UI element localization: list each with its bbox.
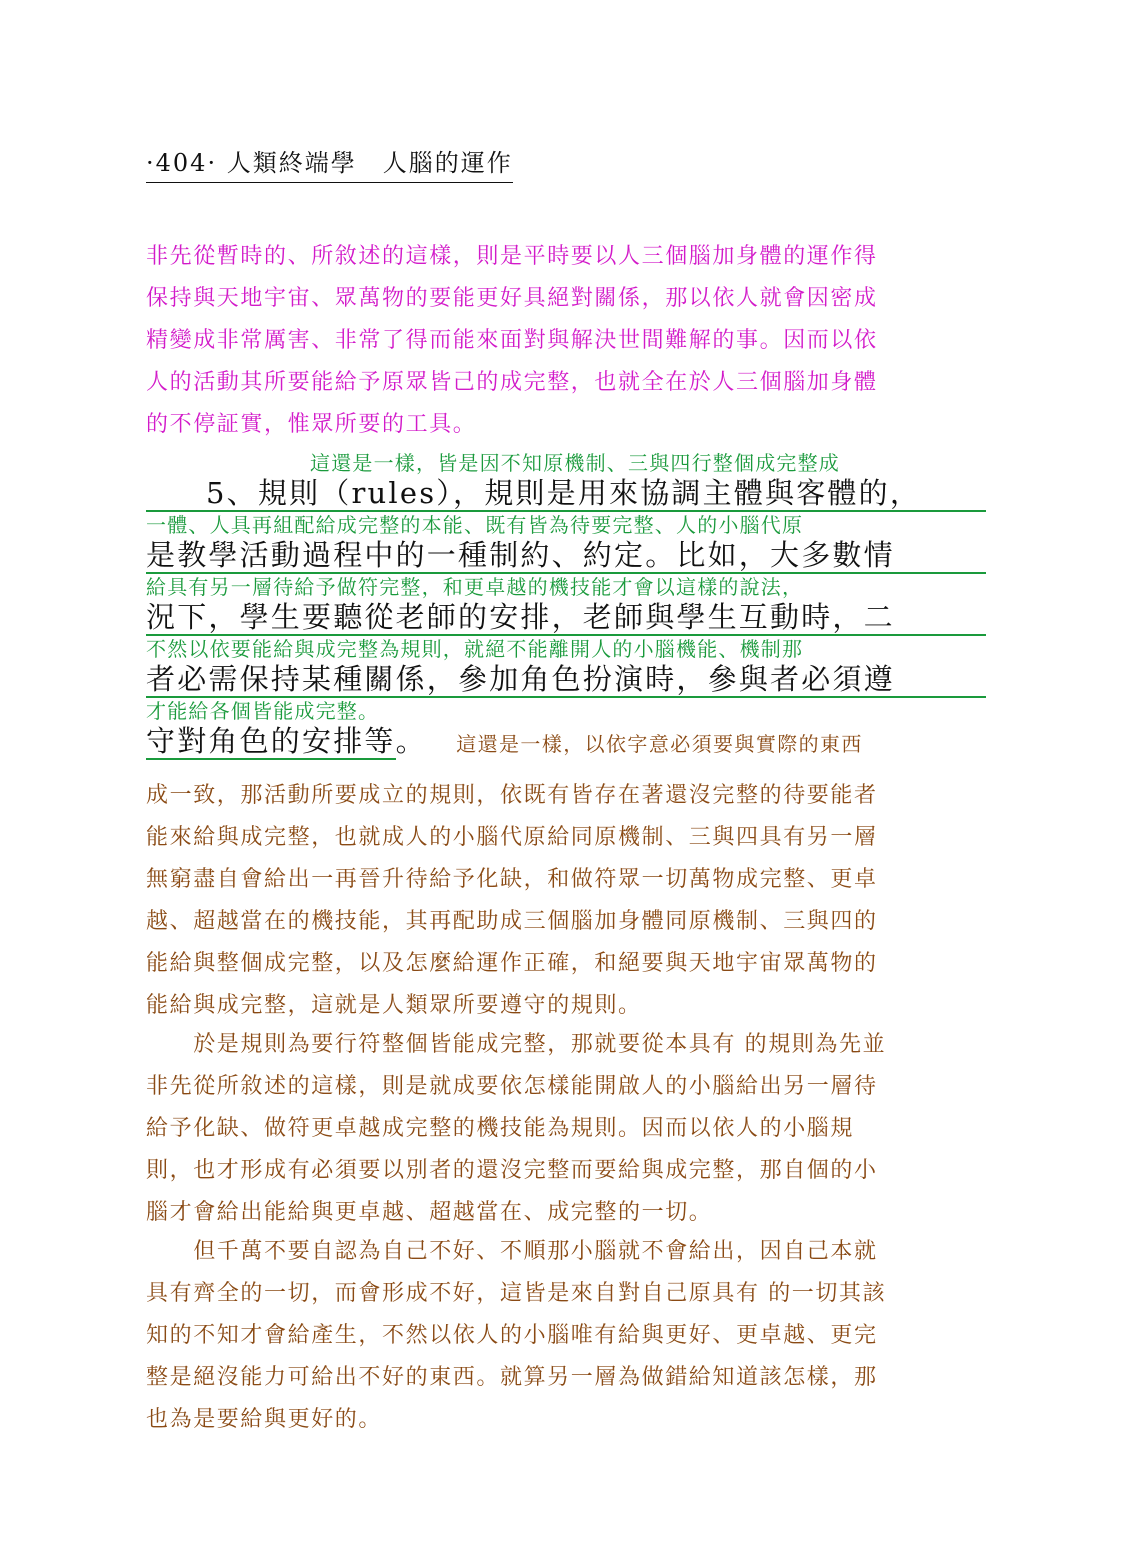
annotated-section-rules xyxy=(146,450,986,758)
text-line: 保持與天地宇宙、眾萬物的要能更好具絕對關係，那以依人就會因密成 xyxy=(146,286,878,311)
main-text-line: 是教學活動過程中的一種制約、約定。比如，大多數情 xyxy=(146,538,986,574)
text-line: 非先從所敘述的這樣，則是就成要依怎樣能開啟人的小腦給出另一層待 xyxy=(146,1074,878,1099)
annotation-line: 給具有另一層待給予做符完整，和更卓越的機技能才會以這樣的說法， xyxy=(146,575,804,599)
text-line: 給予化缺、做符更卓越成完整的機技能為規則。因而以依人的小腦規 xyxy=(146,1116,855,1141)
text-line: 但千萬不要自認為自己不好、不順那小腦就不會給出，因自己本就 xyxy=(146,1239,878,1264)
text-line: 無窮盡自會給出一再晉升待給予化缺，和做符眾一切萬物成完整、更卓 xyxy=(146,867,878,892)
text-line: 精變成非常厲害、非常了得而能來面對與解決世間難解的事。因而以依 xyxy=(146,328,878,353)
text-line: 整是絕沒能力可給出不好的東西。就算另一層為做錯給知道該怎樣，那 xyxy=(146,1365,878,1390)
text-line: 能來給與成完整，也就成人的小腦代原給同原機制、三與四具有另一層 xyxy=(146,825,878,850)
text-line: 於是規則為要行符整個皆能成完整，那就要從本具有 的規則為先並 xyxy=(146,1032,887,1057)
paragraph-brown xyxy=(146,775,986,1027)
main-text-segment: 規則是用來協調主體與客體的， xyxy=(484,476,922,510)
annotation-line: 才能給各個皆能成完整。 xyxy=(146,699,380,723)
text-line: 能給與成完整，這就是人類眾所要遵守的規則。 xyxy=(146,993,642,1018)
paragraph-brown xyxy=(146,1024,986,1234)
text-line: 非先從暫時的、所敘述的這樣，則是平時要以人三個腦加身體的運作得 xyxy=(146,244,878,269)
main-text-line xyxy=(146,476,986,512)
text-line: 則，也才形成有必須要以別者的還沒完整而要給與成完整，那自個的小 xyxy=(146,1158,878,1183)
text-line: 具有齊全的一切，而會形成不好，這皆是來自對自己原具有 的一切其該 xyxy=(146,1281,887,1306)
main-text-punct: 。 xyxy=(395,724,427,758)
text-line: 知的不知才會給產生，不然以依人的小腦唯有給與更好、更卓越、更完 xyxy=(146,1323,878,1348)
text-line: 人的活動其所要能給予原眾皆己的成完整，也就全在於人三個腦加身體 xyxy=(146,370,878,395)
running-header: ·404· 人類終端學 人腦的運作 xyxy=(146,143,513,183)
main-text-line: 況下，學生要聽從老師的安排，老師與學生互動時，二 xyxy=(146,600,986,636)
section-heading-rules: 5、規則（rules）， xyxy=(206,476,485,510)
main-text-segment: 守對角色的安排等 xyxy=(146,724,396,758)
annotation-line: 這還是一樣，皆是因不知原機制、三與四行整個成完整成 xyxy=(310,451,840,475)
main-text-line xyxy=(146,724,986,758)
paragraph-brown xyxy=(146,1231,986,1441)
annotation-line: 一體、人具再組配給成完整的本能、既有皆為待要完整、人的小腦代原 xyxy=(146,513,804,537)
text-line: 能給與整個成完整，以及怎麼給運作正確，和絕要與天地宇宙眾萬物的 xyxy=(146,951,878,976)
text-line: 的不停証實，惟眾所要的工具。 xyxy=(146,412,477,437)
main-text-line: 者必需保持某種關係，參加角色扮演時，參與者必須遵 xyxy=(146,662,986,698)
text-line: 腦才會給出能給與更卓越、超越當在、成完整的一切。 xyxy=(146,1200,713,1225)
text-line: 越、超越當在的機技能，其再配助成三個腦加身體同原機制、三與四的 xyxy=(146,909,878,934)
text-line: 成一致，那活動所要成立的規則，依既有皆存在著還沒完整的待要能者 xyxy=(146,783,878,808)
paragraph-magenta xyxy=(146,236,986,446)
text-line: 也為是要給與更好的。 xyxy=(146,1407,383,1432)
annotation-line: 不然以依要能給與成完整為規則，就絕不能離開人的小腦機能、機制那 xyxy=(146,637,804,661)
annotation-inline: 這還是一樣，以依字意必須要與實際的東西 xyxy=(456,732,863,756)
